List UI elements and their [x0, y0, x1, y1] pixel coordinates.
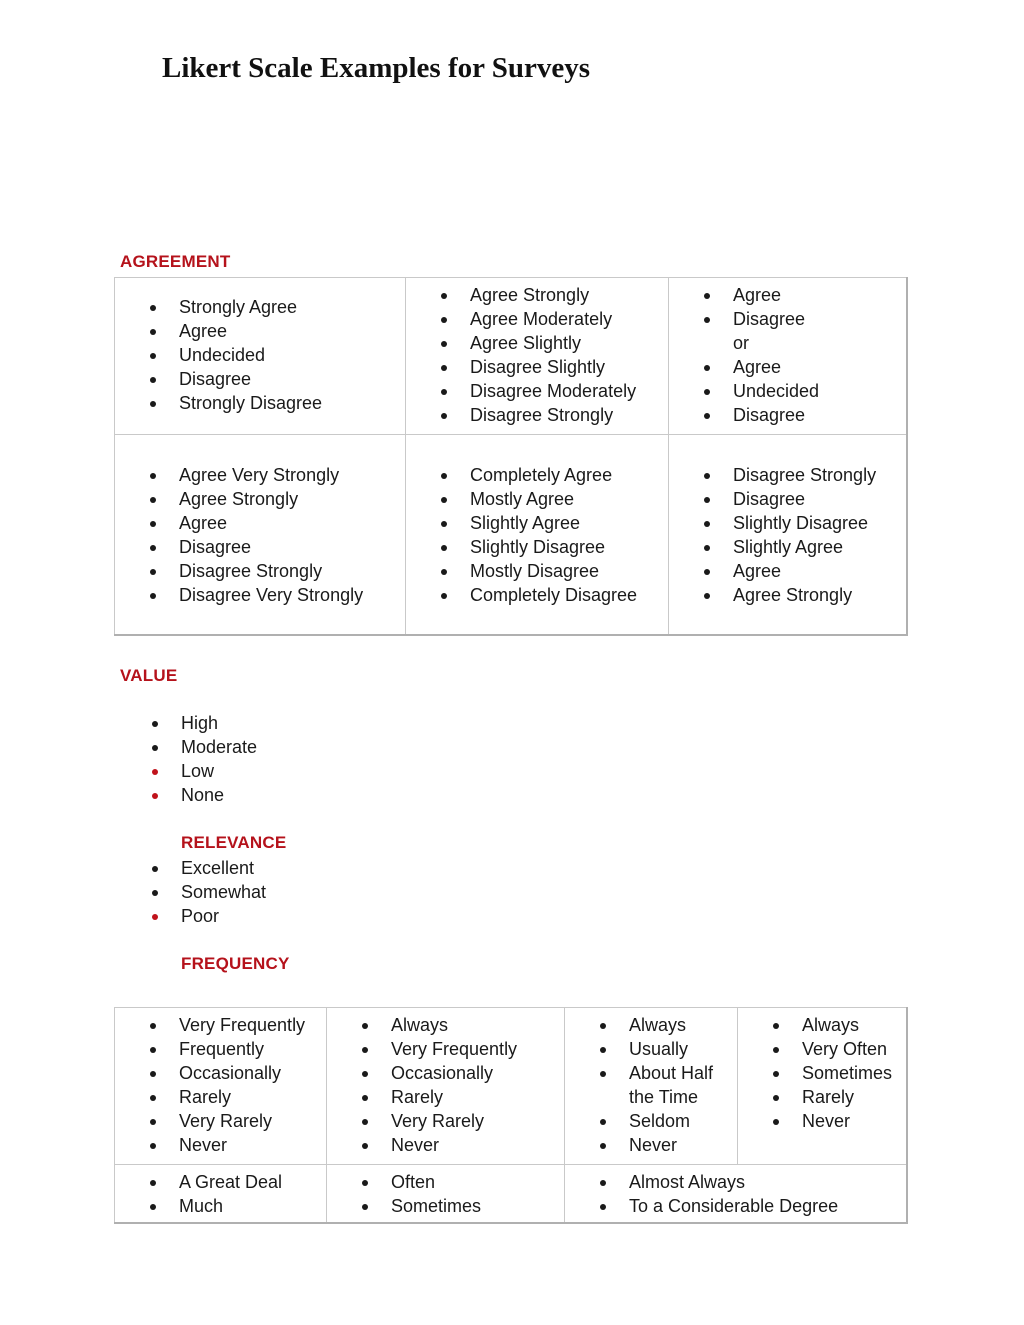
list-item: Poor	[151, 904, 266, 928]
agreement-cell	[406, 278, 669, 435]
agreement-cell	[669, 278, 908, 435]
agreement-table	[114, 277, 908, 636]
list-item: Disagree Strongly	[406, 403, 668, 427]
scale-list	[565, 1165, 906, 1218]
list-item: Always	[327, 1013, 564, 1037]
list-item: Very Rarely	[115, 1109, 326, 1133]
list-item: Agree Strongly	[669, 583, 906, 607]
list-item: Always	[565, 1013, 737, 1037]
relevance-list	[151, 856, 266, 928]
list-item: A Great Deal	[115, 1170, 326, 1194]
list-item: Disagree Strongly	[115, 559, 405, 583]
list-item: Rarely	[115, 1085, 326, 1109]
list-item: Disagree Slightly	[406, 355, 668, 379]
list-item: Disagree	[669, 307, 906, 331]
list-item: Almost Always	[565, 1170, 906, 1194]
list-item: Agree Very Strongly	[115, 463, 405, 487]
scale-list	[565, 1008, 737, 1157]
list-item: Low	[151, 759, 257, 783]
list-item: Rarely	[738, 1085, 906, 1109]
frequency-table	[114, 1007, 908, 1224]
list-item: Strongly Agree	[115, 295, 405, 319]
agreement-cell	[115, 435, 406, 635]
list-item: Never	[327, 1133, 564, 1157]
list-item: Disagree	[115, 535, 405, 559]
frequency-cell	[115, 1008, 327, 1165]
list-item: Agree Strongly	[115, 487, 405, 511]
list-item: Very Often	[738, 1037, 906, 1061]
scale-list	[327, 1165, 564, 1218]
list-item: or	[733, 333, 750, 353]
list-item: Agree Slightly	[406, 331, 668, 355]
list-item: Undecided	[115, 343, 405, 367]
frequency-cell	[327, 1165, 565, 1223]
list-item: Occasionally	[327, 1061, 564, 1085]
list-item: Agree	[669, 559, 906, 583]
scale-list	[115, 1008, 326, 1157]
list-item: Agree	[669, 355, 906, 379]
list-item: Moderate	[151, 735, 257, 759]
list-item: the Time	[629, 1087, 699, 1107]
list-item: Slightly Disagree	[406, 535, 668, 559]
list-item: Completely Agree	[406, 463, 668, 487]
agreement-cell	[669, 435, 908, 635]
scale-list	[669, 435, 906, 607]
list-item: Agree	[115, 319, 405, 343]
list-item: Sometimes	[327, 1194, 564, 1218]
list-item: Disagree	[115, 367, 405, 391]
value-list	[151, 711, 257, 807]
scale-list	[115, 1165, 326, 1218]
scale-list	[406, 435, 668, 607]
agreement-cell	[115, 278, 406, 435]
list-item: Excellent	[151, 856, 266, 880]
list-item: Occasionally	[115, 1061, 326, 1085]
value-heading: VALUE	[120, 666, 178, 685]
list-item: Frequently	[115, 1037, 326, 1061]
frequency-cell	[115, 1165, 327, 1223]
list-item: Slightly Disagree	[669, 511, 906, 535]
list-item: Never	[565, 1133, 737, 1157]
list-item: Never	[738, 1109, 906, 1133]
list-item: Mostly Agree	[406, 487, 668, 511]
list-item: Agree Moderately	[406, 307, 668, 331]
scale-list	[738, 1008, 906, 1133]
list-item: Very Rarely	[327, 1109, 564, 1133]
list-item: Often	[327, 1170, 564, 1194]
list-item: Completely Disagree	[406, 583, 668, 607]
list-item: Slightly Agree	[669, 535, 906, 559]
list-item: Strongly Disagree	[115, 391, 405, 415]
list-item: Usually	[565, 1037, 737, 1061]
list-item: Mostly Disagree	[406, 559, 668, 583]
list-item: Sometimes	[738, 1061, 906, 1085]
scale-list	[669, 278, 906, 427]
agreement-cell	[406, 435, 669, 635]
frequency-cell	[565, 1008, 738, 1165]
frequency-cell	[565, 1165, 908, 1223]
list-item: Always	[738, 1013, 906, 1037]
list-item: Very Frequently	[115, 1013, 326, 1037]
scale-list	[115, 278, 405, 415]
list-item: Agree	[115, 511, 405, 535]
list-item: High	[151, 711, 257, 735]
list-item: To a Considerable Degree	[565, 1194, 906, 1218]
list-item: None	[151, 783, 257, 807]
list-item: Agree	[669, 283, 906, 307]
relevance-heading: RELEVANCE	[181, 833, 287, 852]
page-title: Likert Scale Examples for Surveys	[162, 52, 590, 84]
list-item: Disagree Strongly	[669, 463, 906, 487]
list-item: Somewhat	[151, 880, 266, 904]
list-item: Disagree	[669, 403, 906, 427]
list-item: Never	[115, 1133, 326, 1157]
list-item: Very Frequently	[327, 1037, 564, 1061]
list-item: Undecided	[669, 379, 906, 403]
list-item: Seldom	[565, 1109, 737, 1133]
scale-list	[327, 1008, 564, 1157]
list-item: Agree Strongly	[406, 283, 668, 307]
list-item: Disagree Very Strongly	[115, 583, 405, 607]
frequency-cell	[738, 1008, 908, 1165]
list-item: Rarely	[327, 1085, 564, 1109]
list-item: Slightly Agree	[406, 511, 668, 535]
frequency-cell	[327, 1008, 565, 1165]
agreement-heading: AGREEMENT	[120, 252, 231, 271]
list-item: About Half	[565, 1061, 737, 1085]
list-item: Disagree Moderately	[406, 379, 668, 403]
scale-list	[115, 435, 405, 607]
scale-list	[406, 278, 668, 427]
list-item: Disagree	[669, 487, 906, 511]
list-item: Much	[115, 1194, 326, 1218]
frequency-heading: FREQUENCY	[181, 954, 290, 973]
